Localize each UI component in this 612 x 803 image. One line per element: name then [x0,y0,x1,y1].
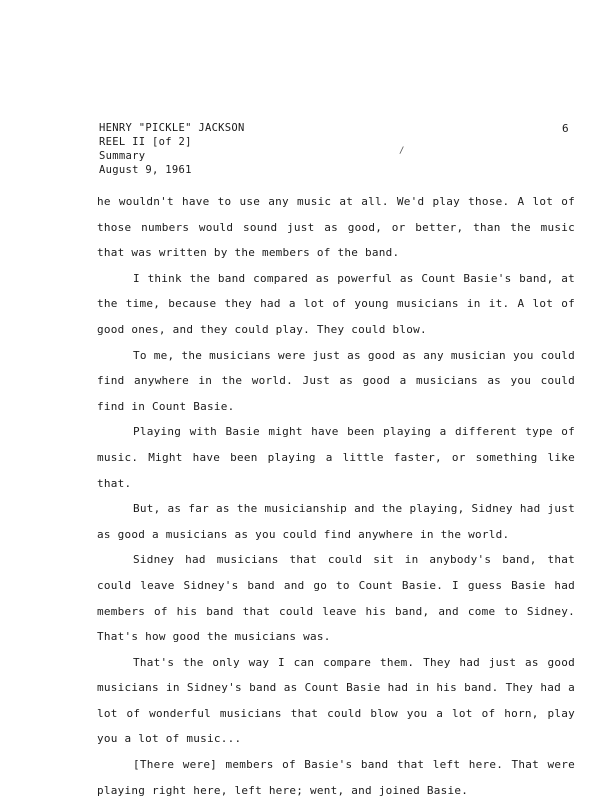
page-number: 6 [562,122,569,135]
transcript-body [97,189,575,803]
paragraph: Playing with Basie might have been playing a different type of music. Might have been playing a little faster, or something like that. [97,425,575,490]
paragraph: But, as far as the musicianship and the playing, Sidney had just as good a musicians as you could find anywhere in the world. [97,502,575,541]
reel-label: REEL II [of 2] [99,136,192,148]
paragraph: Sidney had musicians that could sit in anybody's band, that could leave Sidney's band and go to Count Basie. I guess Basie had members of his band that could leave his band, and come to Sidney. That's how good the musicians was. [97,553,575,644]
interviewee-name: HENRY "PICKLE" JACKSON [99,122,245,134]
margin-mark: / [399,146,405,156]
paragraph: I think the band compared as powerful as Count Basie's band, at the time, because they had a lot of young musicians in it. A lot of good ones, and they could play. They could blow. [97,271,575,336]
paragraph: he wouldn't have to use any music at all. We'd play those. A lot of those numbers would sound just as good, or better, than the music that was written by the members of the band. [97,195,575,260]
paragraph: [There were] members of Basie's band that left here. That were playing right here, left here; went, and joined Basie. [97,758,575,797]
document-type: Summary [99,150,146,162]
paragraph: That's the only way I can compare them. They had just as good musicians in Sidney's band as Count Basie had in his band. They had a lot of wonderful musicians that could blow you a lot of horn, play you a lot of music... [97,655,575,746]
paragraph: To me, the musicians were just as good as any musician you could find anywhere in the world. Just as good a musicians as you could find in Count Basie. [97,348,575,413]
interview-date: August 9, 1961 [99,164,192,176]
document-header [99,121,245,177]
